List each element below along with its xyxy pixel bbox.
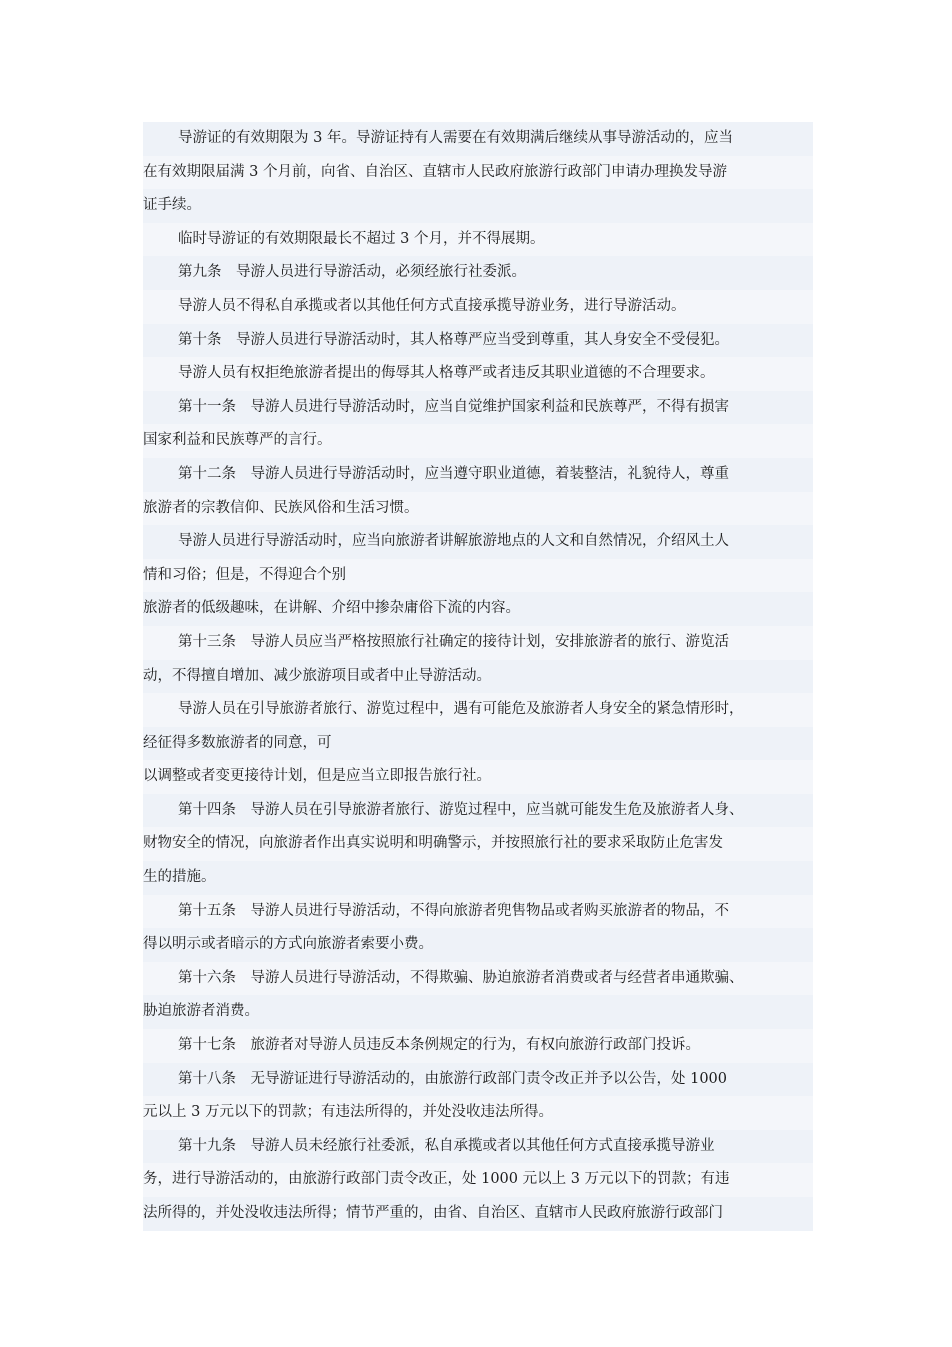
text-line: 导游人员有权拒绝旅游者提出的侮辱其人格尊严或者违反其职业道德的不合理要求。 — [143, 357, 813, 391]
text-line: 经征得多数旅游者的同意，可 — [143, 727, 813, 761]
text-line: 导游证的有效期限为 3 年。导游证持有人需要在有效期满后继续从事导游活动的，应当 — [143, 122, 813, 156]
text-line: 导游人员在引导旅游者旅行、游览过程中，遇有可能危及旅游者人身安全的紧急情形时， — [143, 693, 813, 727]
text-line: 得以明示或者暗示的方式向旅游者索要小费。 — [143, 928, 813, 962]
text-line: 第十四条 导游人员在引导旅游者旅行、游览过程中，应当就可能发生危及旅游者人身、 — [143, 794, 813, 828]
text-line: 第十七条 旅游者对导游人员违反本条例规定的行为，有权向旅游行政部门投诉。 — [143, 1029, 813, 1063]
text-line: 导游人员不得私自承揽或者以其他任何方式直接承揽导游业务，进行导游活动。 — [143, 290, 813, 324]
text-line: 情和习俗；但是，不得迎合个别 — [143, 559, 813, 593]
text-line: 第十二条 导游人员进行导游活动时，应当遵守职业道德，着装整洁，礼貌待人，尊重 — [143, 458, 813, 492]
text-line: 第十九条 导游人员未经旅行社委派，私自承揽或者以其他任何方式直接承揽导游业 — [143, 1130, 813, 1164]
text-line: 第十六条 导游人员进行导游活动，不得欺骗、胁迫旅游者消费或者与经营者串通欺骗、 — [143, 962, 813, 996]
text-line: 以调整或者变更接待计划，但是应当立即报告旅行社。 — [143, 760, 813, 794]
text-line: 财物安全的情况，向旅游者作出真实说明和明确警示，并按照旅行社的要求采取防止危害发 — [143, 827, 813, 861]
text-line: 旅游者的宗教信仰、民族风俗和生活习惯。 — [143, 492, 813, 526]
text-line: 第十条 导游人员进行导游活动时，其人格尊严应当受到尊重，其人身安全不受侵犯。 — [143, 324, 813, 358]
text-line: 国家利益和民族尊严的言行。 — [143, 424, 813, 458]
regulation-text — [143, 122, 813, 1231]
text-line: 动，不得擅自增加、减少旅游项目或者中止导游活动。 — [143, 660, 813, 694]
text-line: 第十八条 无导游证进行导游活动的，由旅游行政部门责令改正并予以公告，处 1000 — [143, 1063, 813, 1097]
text-line: 在有效期限届满 3 个月前，向省、自治区、直辖市人民政府旅游行政部门申请办理换发导游 — [143, 156, 813, 190]
text-line: 元以上 3 万元以下的罚款；有违法所得的，并处没收违法所得。 — [143, 1096, 813, 1130]
text-line: 第十一条 导游人员进行导游活动时，应当自觉维护国家利益和民族尊严，不得有损害 — [143, 391, 813, 425]
text-line: 务，进行导游活动的，由旅游行政部门责令改正，处 1000 元以上 3 万元以下的罚款；有违 — [143, 1163, 813, 1197]
text-line: 生的措施。 — [143, 861, 813, 895]
text-line: 第十三条 导游人员应当严格按照旅行社确定的接待计划，安排旅游者的旅行、游览活 — [143, 626, 813, 660]
text-line: 法所得的，并处没收违法所得；情节严重的，由省、自治区、直辖市人民政府旅游行政部门 — [143, 1197, 813, 1231]
text-line: 导游人员进行导游活动时，应当向旅游者讲解旅游地点的人文和自然情况，介绍风土人 — [143, 525, 813, 559]
text-line: 第九条 导游人员进行导游活动，必须经旅行社委派。 — [143, 256, 813, 290]
text-line: 胁迫旅游者消费。 — [143, 995, 813, 1029]
text-line: 旅游者的低级趣味，在讲解、介绍中掺杂庸俗下流的内容。 — [143, 592, 813, 626]
text-line: 临时导游证的有效期限最长不超过 3 个月，并不得展期。 — [143, 223, 813, 257]
text-line: 证手续。 — [143, 189, 813, 223]
text-line: 第十五条 导游人员进行导游活动，不得向旅游者兜售物品或者购买旅游者的物品，不 — [143, 895, 813, 929]
